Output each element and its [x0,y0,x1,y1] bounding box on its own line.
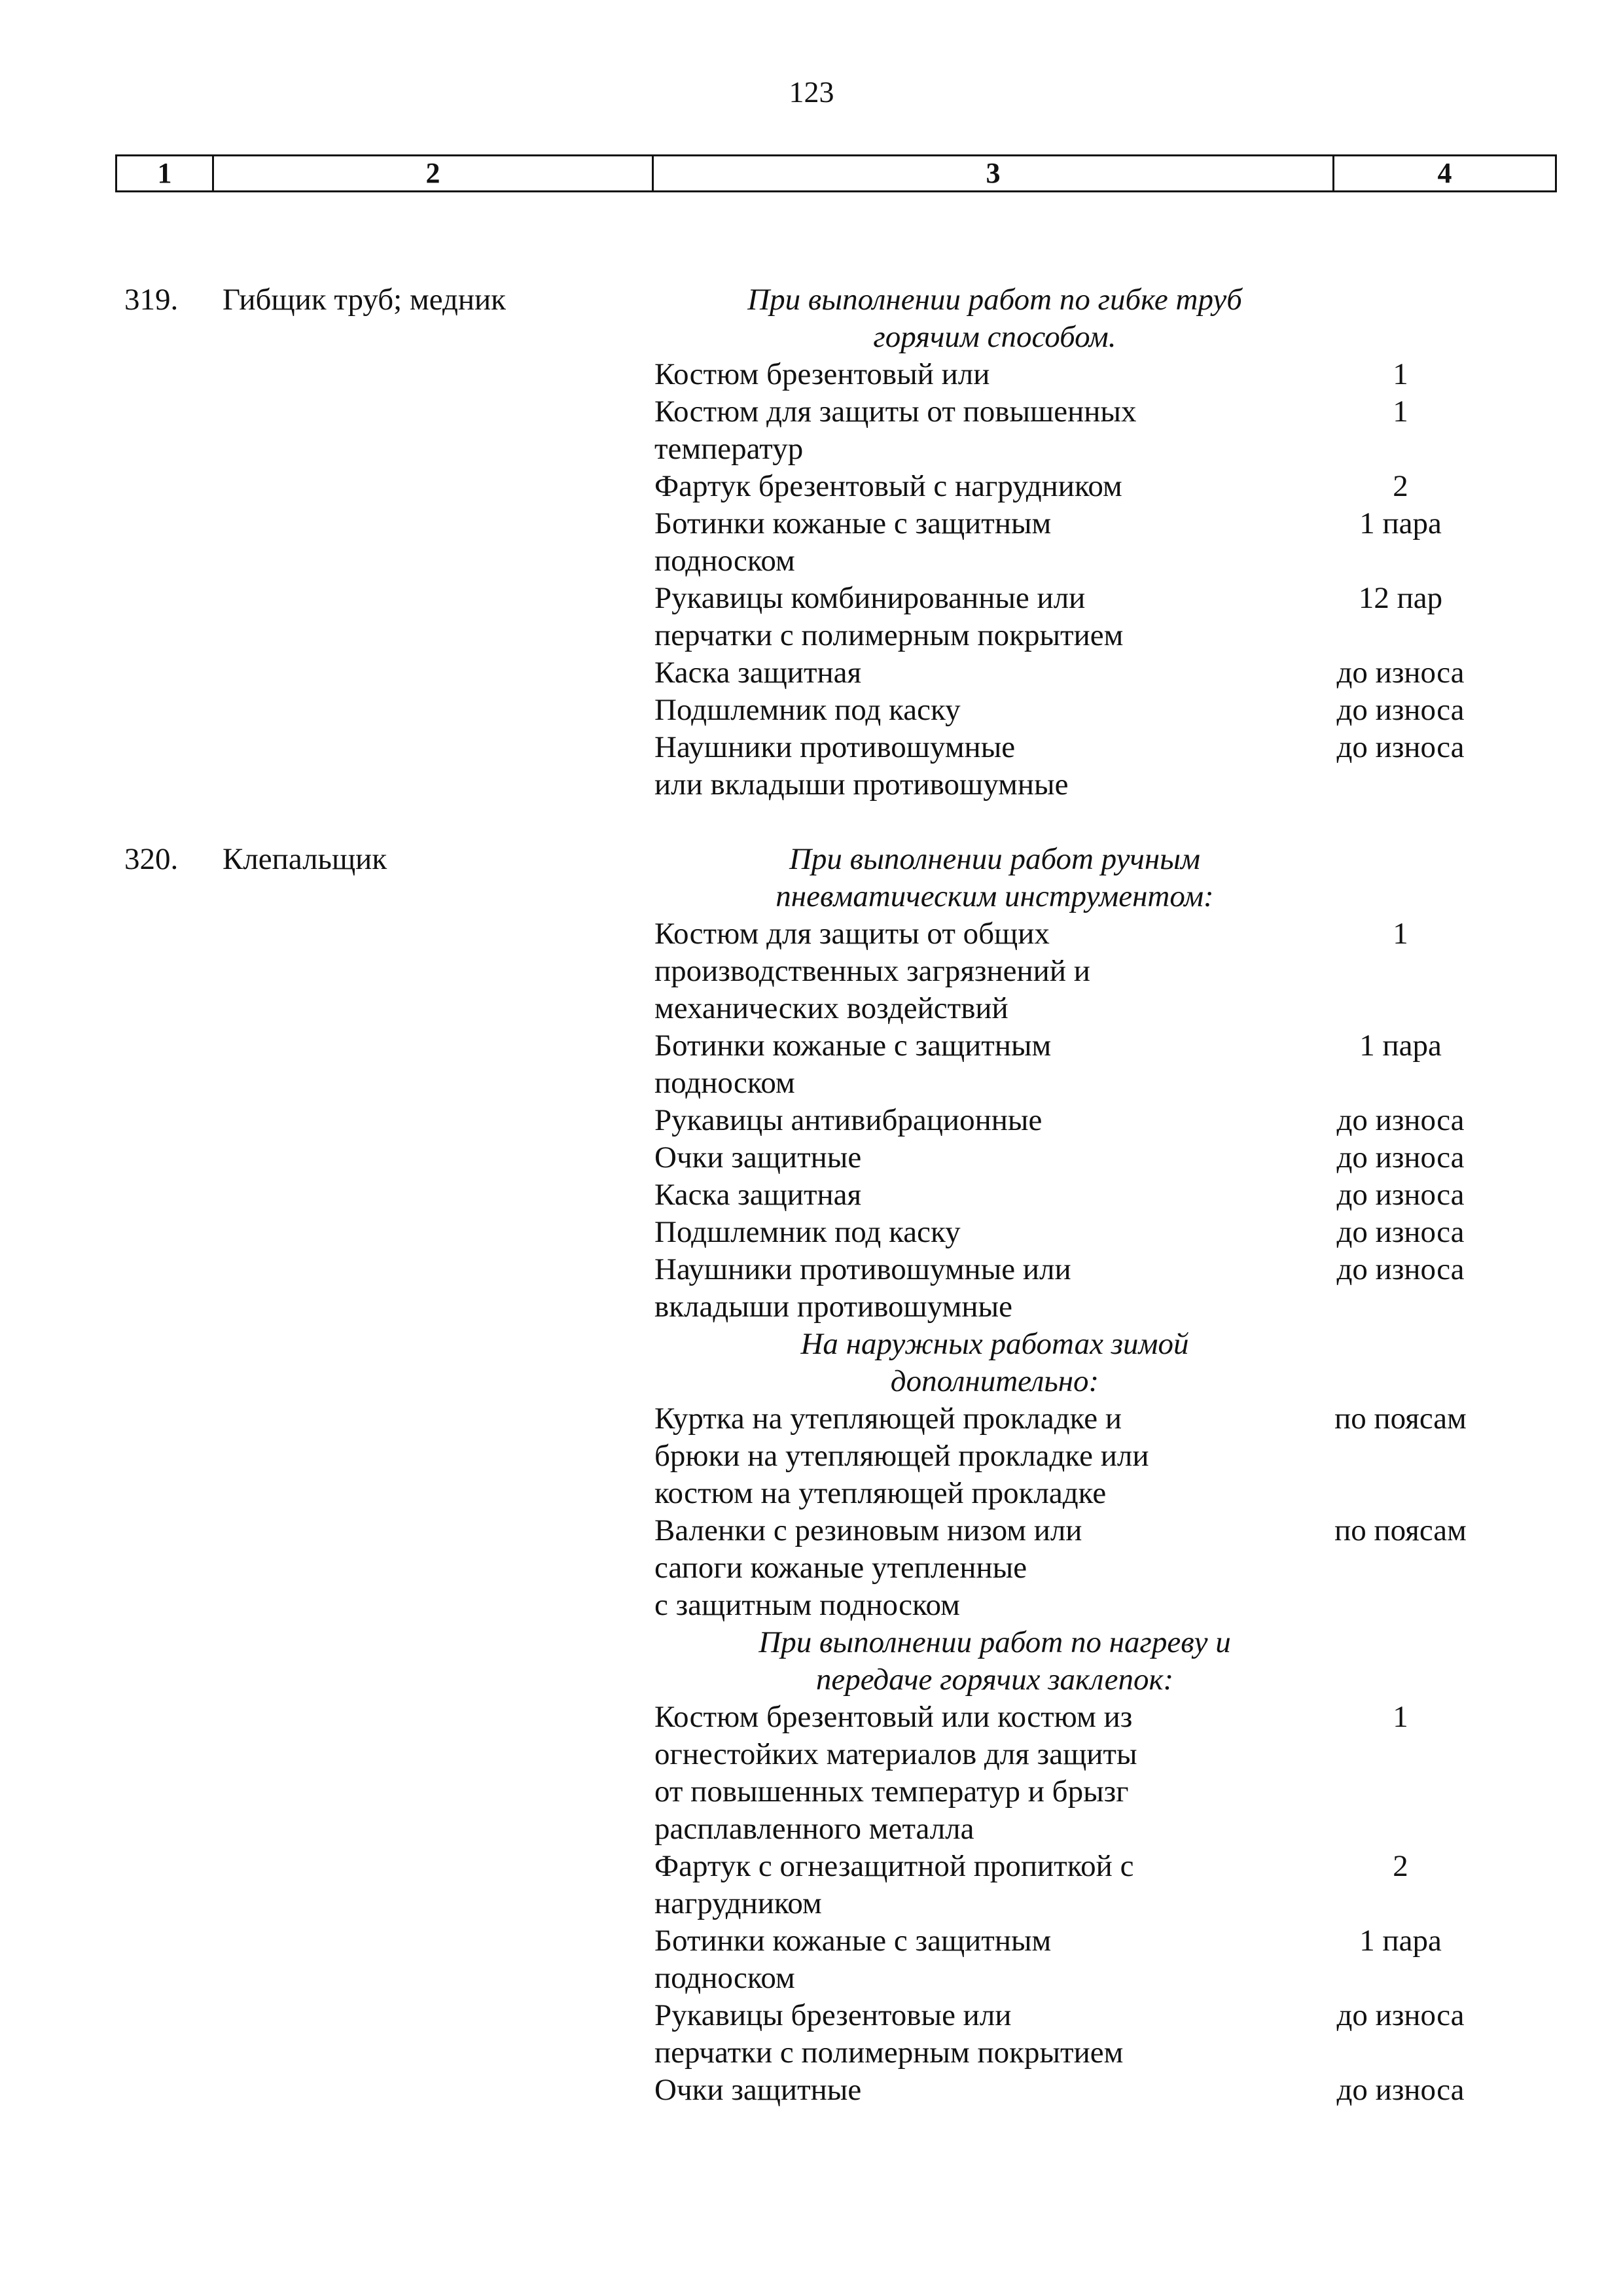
ppe-item-name [654,1214,1191,1251]
ppe-item-name [654,356,1191,393]
ppe-item-name [654,1400,1191,1512]
ppe-item-name-line: нагрудником [654,1886,822,1920]
ppe-item-name-line: перчатки с полимерным покрытием [654,2036,1124,2070]
ppe-item [654,654,1558,692]
ppe-item-name-line: подноском [654,544,795,578]
ppe-item-name-line: с защитным подноском [654,1588,960,1622]
ppe-item [654,1400,1558,1512]
ppe-item-name-line: Очки защитные [654,1140,862,1174]
ppe-item-name [654,393,1191,468]
ppe-item-quantity: 1 [1393,917,1408,951]
ppe-item-name-line: Рукавицы брезентовые или [654,1998,1012,2032]
ppe-item-name-line: подноском [654,1961,795,1995]
ppe-item [654,1214,1558,1251]
ppe-item [654,1848,1558,1922]
ppe-item-name-line: Куртка на утепляющей прокладке и [654,1402,1122,1436]
entry-items [654,841,1558,2109]
ppe-item-name-line: механических воздействий [654,991,1008,1025]
condition-line: При выполнении работ по гибке труб [747,283,1242,317]
ppe-item-name-line: Валенки с резиновым низом или [654,1513,1082,1547]
ppe-item [654,1102,1558,1139]
ppe-item [654,1139,1558,1176]
condition-line: При выполнении работ ручным [789,842,1200,876]
ppe-item-name-line: от повышенных температур и брызг [654,1775,1129,1809]
column-header-table [115,154,1557,192]
ppe-item-quantity: по поясам [1334,1402,1467,1436]
column-header-2: 2 [213,156,653,192]
ppe-item [654,1997,1558,2072]
ppe-item-quantity: 12 пар [1358,581,1443,615]
ppe-item-quantity: до износа [1336,2073,1465,2107]
condition-heading [654,1326,1335,1400]
entry-profession: Клепальщик [223,842,387,876]
ppe-item-name-line: сапоги кожаные утепленные [654,1551,1027,1585]
ppe-item-quantity: до износа [1336,1215,1465,1249]
ppe-item-name-line: Каска защитная [654,656,862,690]
column-header-1: 1 [116,156,213,192]
ppe-item-name-line: огнестойких материалов для защиты [654,1737,1137,1771]
column-header-4: 4 [1334,156,1556,192]
ppe-item-name-line: Фартук брезентовый с нагрудником [654,469,1122,503]
ppe-item-name-line: Очки защитные [654,2073,862,2107]
ppe-item-quantity: до износа [1336,1252,1465,1286]
ppe-item-quantity: 1 [1393,357,1408,391]
ppe-item-name-line: температур [654,432,804,466]
ppe-item-name-line: расплавленного металла [654,1812,974,1846]
ppe-item-name-line: Рукавицы антивибрационные [654,1103,1043,1137]
ppe-item-name [654,580,1191,654]
ppe-item-name-line: Наушники противошумные или [654,1252,1071,1286]
ppe-item [654,580,1558,654]
ppe-item-quantity: до износа [1336,1178,1465,1212]
ppe-item [654,1176,1558,1214]
ppe-item-name-line: подноском [654,1066,795,1100]
ppe-item [654,692,1558,729]
condition-line: пневматическим инструментом: [776,879,1214,913]
ppe-item-quantity: до износа [1336,1103,1465,1137]
column-header-3: 3 [653,156,1334,192]
ppe-item [654,2072,1558,2109]
ppe-item-quantity: до износа [1336,693,1465,727]
ppe-item-name-line: Костюм брезентовый или костюм из [654,1700,1133,1734]
ppe-item-quantity: 1 [1393,395,1408,429]
ppe-item-name [654,1512,1191,1624]
ppe-item-name-line: Костюм для защиты от повышенных [654,395,1137,429]
ppe-item-name-line: Рукавицы комбинированные или [654,581,1086,615]
ppe-item-name-line: Костюм для защиты от общих [654,917,1050,951]
condition-line: На наружных работах зимой [800,1327,1189,1361]
entry-profession: Гибщик труб; медник [223,283,507,317]
condition-line: дополнительно: [890,1364,1099,1398]
condition-line: передаче горячих заклепок: [815,1663,1174,1697]
ppe-item-name [654,1027,1191,1102]
ppe-item [654,1027,1558,1102]
ppe-item [654,729,1558,804]
ppe-item-name [654,692,1191,729]
condition-heading [654,841,1335,915]
ppe-item-quantity: до износа [1336,730,1465,764]
condition-heading [654,281,1335,356]
ppe-item-name [654,1922,1191,1997]
ppe-item-quantity: 2 [1393,469,1408,503]
ppe-item-quantity: до износа [1336,656,1465,690]
ppe-item-name [654,1102,1191,1139]
ppe-item [654,356,1558,393]
ppe-item-name [654,1699,1191,1848]
ppe-item-name [654,1848,1191,1922]
ppe-item-quantity: до износа [1336,1998,1465,2032]
ppe-item-name [654,505,1191,580]
ppe-item-name-line: Фартук с огнезащитной пропиткой с [654,1849,1134,1883]
ppe-item-name-line: брюки на утепляющей прокладке или [654,1439,1149,1473]
ppe-item-quantity: 1 [1393,1700,1408,1734]
ppe-item-name-line: костюм на утепляющей прокладке [654,1476,1107,1510]
ppe-item-name-line: Костюм брезентовый или [654,357,990,391]
ppe-item-name-line: перчатки с полимерным покрытием [654,618,1124,652]
condition-heading [654,1624,1335,1699]
ppe-item-name-line: вкладыши противошумные [654,1290,1012,1324]
ppe-item-quantity: 2 [1393,1849,1408,1883]
ppe-item [654,1699,1558,1848]
ppe-item-name [654,915,1191,1027]
ppe-item [654,393,1558,468]
entry-items [654,281,1558,804]
ppe-item [654,505,1558,580]
ppe-item-name-line: Ботинки кожаные с защитным [654,1924,1052,1958]
ppe-item-name-line: или вкладыши противошумные [654,768,1069,802]
ppe-item-quantity: 1 пара [1359,1924,1442,1958]
ppe-item-quantity: по поясам [1334,1513,1467,1547]
condition-line: При выполнении работ по нагреву и [758,1625,1231,1659]
page-number: 123 [789,75,834,109]
ppe-item [654,1251,1558,1326]
ppe-item-name-line: Ботинки кожаные с защитным [654,506,1052,540]
ppe-item-name-line: Подшлемник под каску [654,1215,961,1249]
ppe-item-name [654,729,1191,804]
condition-line: горячим способом. [873,320,1116,354]
ppe-item-name-line: Каска защитная [654,1178,862,1212]
ppe-item-name-line: Подшлемник под каску [654,693,961,727]
ppe-item-quantity: до износа [1336,1140,1465,1174]
ppe-item-name [654,1251,1191,1326]
ppe-item-name-line: Ботинки кожаные с защитным [654,1029,1052,1063]
ppe-item-name [654,468,1191,505]
ppe-item-quantity: 1 пара [1359,1029,1442,1063]
ppe-item-name [654,2072,1191,2109]
ppe-item [654,1512,1558,1624]
ppe-item-name-line: Наушники противошумные [654,730,1016,764]
ppe-item-name [654,1139,1191,1176]
ppe-item-name [654,654,1191,692]
ppe-item-name-line: производственных загрязнений и [654,954,1090,988]
entry-number: 319. [124,283,179,317]
ppe-item [654,915,1558,1027]
ppe-item [654,1922,1558,1997]
entry-number: 320. [124,842,179,876]
ppe-item-name [654,1176,1191,1214]
ppe-item [654,468,1558,505]
ppe-item-name [654,1997,1191,2072]
ppe-item-quantity: 1 пара [1359,506,1442,540]
